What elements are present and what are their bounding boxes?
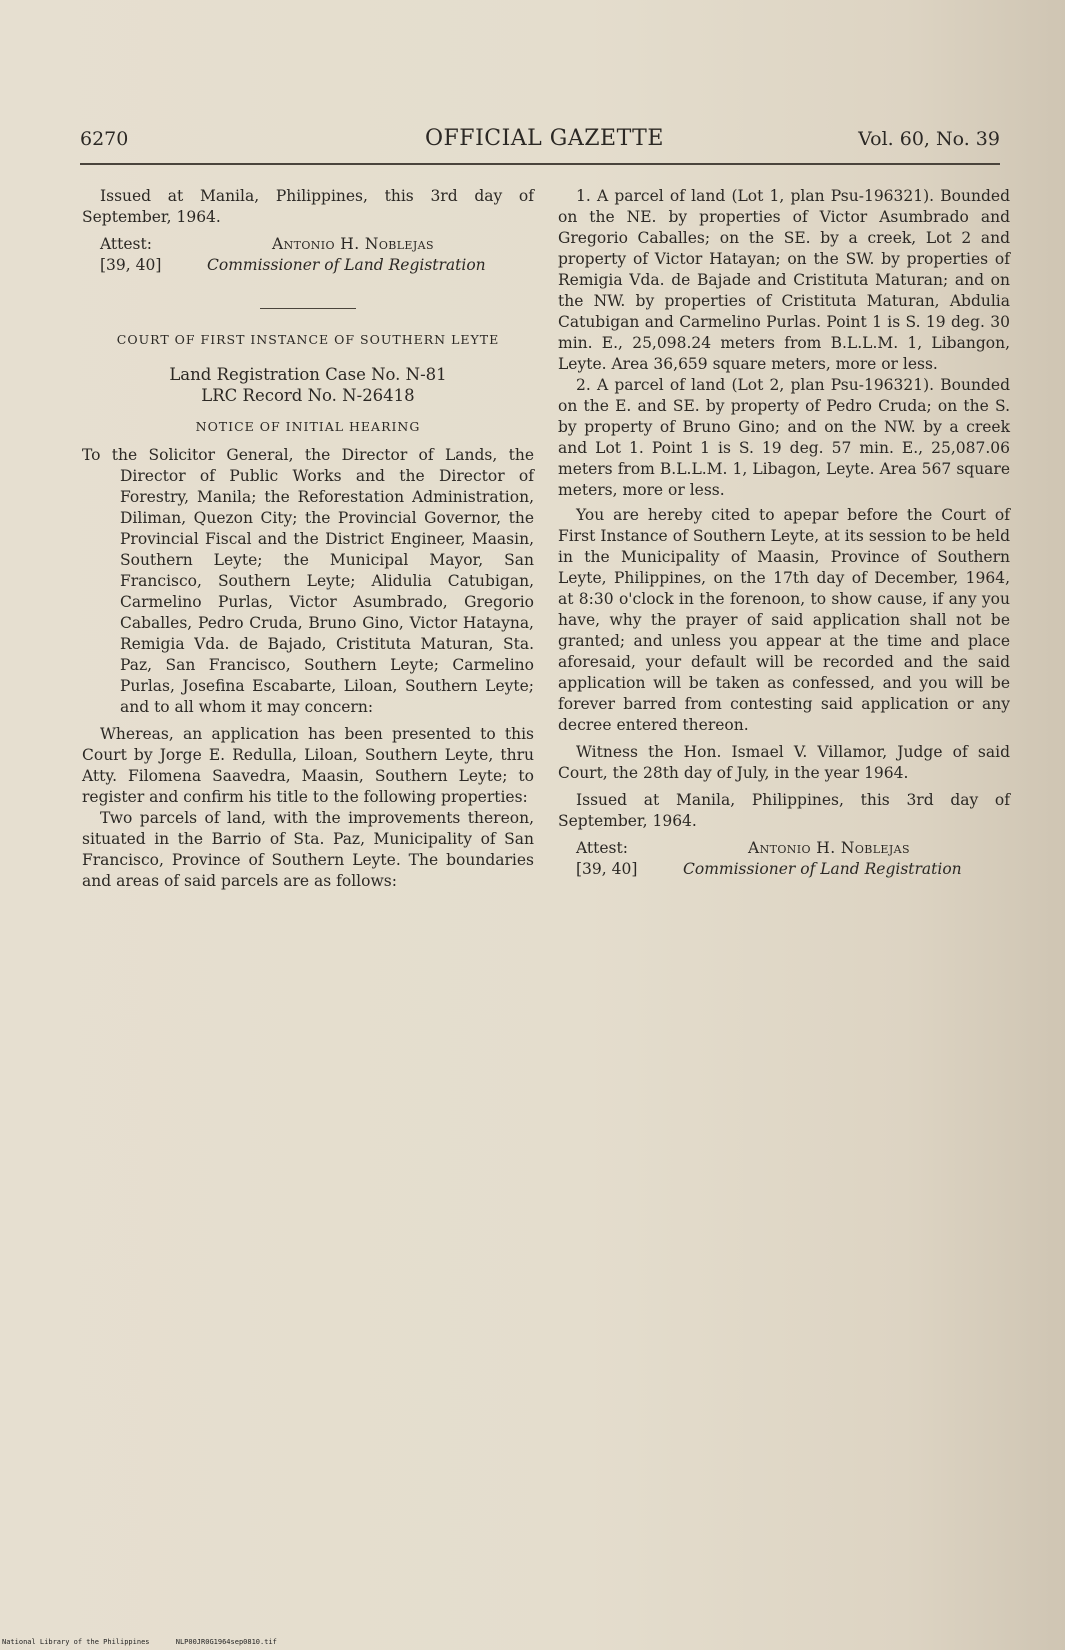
scan-footer: [2, 1638, 299, 1646]
attest-block-right: [558, 838, 1010, 882]
case-number: Land Registration Case No. N-81: [169, 365, 447, 384]
attest-title: Commissioner of Land Registration: [683, 860, 962, 878]
parcel-2-paragraph: 2. A parcel of land (Lot 2, plan Psu-196321). Bounded on the E. and SE. by property of Pedro Cruda; on the S. by property of Bruno Gino; and on the NW. by a creek and Lot 1. Point 1 is S. 19 deg. 57 min. E., 25,087.06 meters from B.L.L.M. 1, Libagon, Leyte. Area 567 square meters, more or less.: [558, 376, 1010, 499]
court-heading: COURT OF FIRST INSTANCE OF SOUTHERN LEYTE: [116, 332, 500, 347]
left-column: [82, 186, 534, 892]
attest-block: [82, 234, 534, 278]
footer-file: NLP00JR0G1964sep0810.tif: [175, 1638, 277, 1646]
section-divider: [260, 308, 356, 309]
page-header: [80, 124, 1000, 160]
header-rule: [80, 163, 1000, 165]
addressees-paragraph: To the Solicitor General, the Director of Lands, the Director of Public Works and the Director of Forestry, Manila; the Reforestation Administration, Diliman, Quezon City; the Provincial Governor, the Provincial Fiscal and the District Engineer, Maasin, Southern Leyte; the Municipal Mayor, San Francisco, Southern Leyte; Alidulia Catubigan, Carmelino Purlas, Victor Asumbrado, Gregorio Caballes, Pedro Cruda, Bruno Gino, Victor Hatayna, Remigia Vda. de Bajado, Cristituta Maturan, Sta. Paz, San Francisco, Southern Leyte; Carmelino Purlas, Josefina Escabarte, Liloan, Southern Leyte; and to all whom it may concern:: [82, 446, 534, 716]
record-number: LRC Record No. N-26418: [201, 386, 415, 405]
parcels-intro-paragraph: Two parcels of land, with the improvements thereon, situated in the Barrio of Sta. Paz, Municipality of San Francisco, Province of Southern Leyte. The boundaries and areas of said parcels are as follows:: [82, 809, 534, 890]
attest-ref: [39, 40]: [576, 860, 638, 878]
witness-paragraph: Witness the Hon. Ismael V. Villamor, Judge of said Court, the 28th day of July, in the year 1964.: [558, 743, 1010, 782]
page-number: 6270: [80, 128, 129, 150]
attest-ref: [39, 40]: [100, 256, 162, 274]
citation-paragraph: You are hereby cited to apepar before the Court of First Instance of Southern Leyte, at its session to be held in the Municipality of Maasin, Province of Southern Leyte, Philippines, on the 17th day of December, 1964, at 8:30 o'clock in the forenoon, to show cause, if any you have, why the prayer of said application shall not be granted; and unless you appear at the time and place aforesaid, your default will be recorded and the said application will be taken as confessed, and you will be forever barred from contesting said application or any decree entered thereon.: [558, 506, 1010, 734]
issued-statement: Issued at Manila, Philippines, this 3rd day of September, 1964.: [82, 187, 534, 226]
attest-name: Antonio H. Noblejas: [748, 839, 910, 857]
volume-number: Vol. 60, No. 39: [858, 128, 1000, 150]
parcel-1-paragraph: 1. A parcel of land (Lot 1, plan Psu-196321). Bounded on the NE. by properties of Victor Asumbrado and Gregorio Caballes; on the SE. by a creek, Lot 2 and property of Victor Hatayan; on the SW. by properties of Remigia Vda. de Bajade and Cristituta Maturan; and on the NW. by properties of Cristituta Maturan, Abdulia Catubigan and Carmelino Purlas. Point 1 is S. 19 deg. 30 min. E., 25,098.24 meters from B.L.L.M. 1, Libangon, Leyte. Area 36,659 square meters, more or less.: [558, 187, 1010, 373]
right-column: [558, 186, 1010, 882]
publication-title: OFFICIAL GAZETTE: [425, 126, 664, 151]
whereas-paragraph: Whereas, an application has been presented to this Court by Jorge E. Redulla, Liloan, Southern Leyte, thru Atty. Filomena Saavedra, Maasin, Southern Leyte; to register and confirm his title to the following properties:: [82, 725, 534, 806]
attest-label: Attest:: [100, 235, 152, 253]
notice-title: NOTICE OF INITIAL HEARING: [195, 419, 421, 434]
footer-library: National Library of the Philippines: [2, 1638, 150, 1646]
attest-label: Attest:: [576, 839, 628, 857]
attest-name: Antonio H. Noblejas: [272, 235, 434, 253]
issued-paragraph: Issued at Manila, Philippines, this 3rd day of September, 1964.: [558, 791, 1010, 830]
attest-title: Commissioner of Land Registration: [207, 256, 486, 274]
